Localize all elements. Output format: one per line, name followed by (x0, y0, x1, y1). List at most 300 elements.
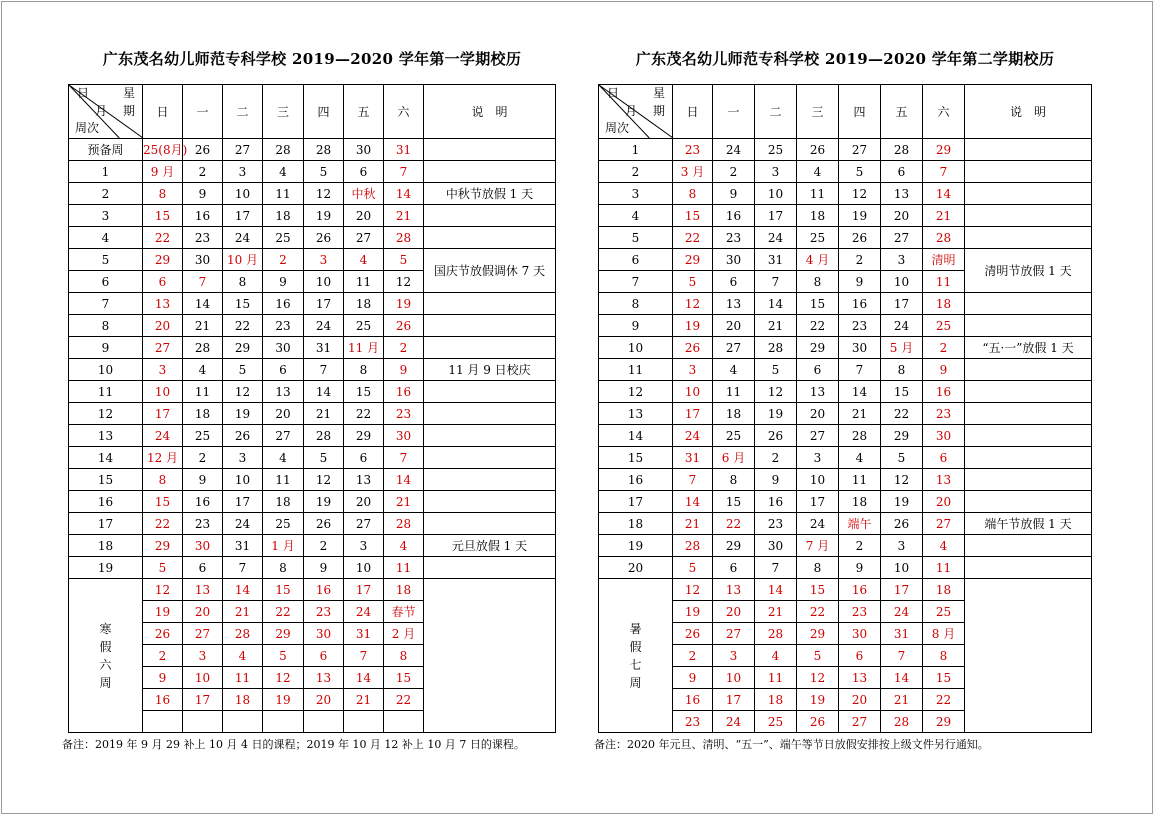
day-cell: 17 (304, 293, 344, 315)
day-cell: 29 (797, 337, 839, 359)
day-cell: 21 (673, 513, 713, 535)
day-cell: 8 (143, 183, 183, 205)
weekday-header: 四 (839, 85, 881, 139)
week-row (599, 359, 1092, 381)
week-row (599, 161, 1092, 183)
day-cell: 3 (755, 161, 797, 183)
week-number: 3 (69, 205, 143, 227)
week-row (69, 425, 556, 447)
vacation-day-cell: 17 (713, 689, 755, 711)
day-cell: 12 (881, 469, 923, 491)
day-cell: 30 (713, 249, 755, 271)
vacation-day-cell: 25 (923, 601, 965, 623)
day-cell: 1 月 (263, 535, 304, 557)
day-cell: 14 (384, 183, 424, 205)
week-number: 14 (599, 425, 673, 447)
day-cell: 19 (881, 491, 923, 513)
day-cell: 13 (344, 469, 384, 491)
week-row (69, 161, 556, 183)
day-cell: 2 (839, 249, 881, 271)
day-cell: 3 (797, 447, 839, 469)
day-cell: 18 (263, 205, 304, 227)
week-number: 8 (599, 293, 673, 315)
day-cell: 9 (263, 271, 304, 293)
day-cell: 16 (183, 205, 223, 227)
day-cell: 3 (673, 359, 713, 381)
note-cell (424, 469, 556, 491)
day-cell: 3 (223, 447, 263, 469)
corner-qi: 期 (653, 104, 666, 118)
day-cell: 27 (797, 425, 839, 447)
week-number: 9 (599, 315, 673, 337)
day-cell: 2 (304, 535, 344, 557)
note-cell (424, 447, 556, 469)
day-cell: 14 (384, 469, 424, 491)
day-cell: 4 (797, 161, 839, 183)
day-cell: 11 (797, 183, 839, 205)
day-cell: 5 月 (881, 337, 923, 359)
weekday-header: 日 (673, 85, 713, 139)
day-cell: 15 (143, 205, 183, 227)
day-cell: 7 (384, 161, 424, 183)
week-number: 12 (69, 403, 143, 425)
day-cell: 27 (881, 227, 923, 249)
day-cell: 29 (223, 337, 263, 359)
day-cell: 12 (304, 183, 344, 205)
week-row (599, 139, 1092, 161)
week-row (69, 337, 556, 359)
day-cell: 24 (223, 513, 263, 535)
week-number: 15 (69, 469, 143, 491)
day-cell: 22 (797, 315, 839, 337)
week-number: 5 (69, 249, 143, 271)
vacation-day-cell: 14 (223, 579, 263, 601)
day-cell: 19 (839, 205, 881, 227)
note-cell (424, 161, 556, 183)
day-cell: 2 (839, 535, 881, 557)
note-cell: “五·一”放假 1 天 (965, 337, 1092, 359)
day-cell: 17 (797, 491, 839, 513)
week-number: 预备周 (69, 139, 143, 161)
day-cell: 23 (923, 403, 965, 425)
vacation-day-cell: 21 (223, 601, 263, 623)
day-cell: 26 (881, 513, 923, 535)
day-cell: 24 (223, 227, 263, 249)
day-cell: 21 (923, 205, 965, 227)
day-cell: 22 (143, 513, 183, 535)
day-cell: 10 (344, 557, 384, 579)
day-cell: 25(8月) (143, 139, 183, 161)
corner-month: 月 (95, 104, 108, 118)
weekday-header: 五 (344, 85, 384, 139)
day-cell: 8 (797, 557, 839, 579)
day-cell: 27 (713, 337, 755, 359)
week-number: 12 (599, 381, 673, 403)
day-cell: 31 (384, 139, 424, 161)
vacation-day-cell: 17 (183, 689, 223, 711)
week-number: 13 (599, 403, 673, 425)
day-cell: 24 (673, 425, 713, 447)
day-cell: 28 (755, 337, 797, 359)
vacation-day-cell: 17 (344, 579, 384, 601)
day-cell: 25 (263, 227, 304, 249)
week-number: 4 (599, 205, 673, 227)
day-cell: 5 (304, 161, 344, 183)
day-cell: 18 (797, 205, 839, 227)
day-cell: 22 (223, 315, 263, 337)
weekday-header: 一 (183, 85, 223, 139)
day-cell: 7 (755, 271, 797, 293)
vacation-day-cell: 9 (673, 667, 713, 689)
note-cell (424, 381, 556, 403)
day-cell: 16 (263, 293, 304, 315)
day-cell: 26 (304, 513, 344, 535)
day-cell: 25 (263, 513, 304, 535)
week-number: 10 (599, 337, 673, 359)
day-cell: 18 (344, 293, 384, 315)
day-cell: 27 (344, 513, 384, 535)
week-row (599, 447, 1092, 469)
note-cell (424, 425, 556, 447)
corner-qi: 期 (123, 104, 136, 118)
day-cell: 15 (223, 293, 263, 315)
day-cell: 28 (304, 425, 344, 447)
vacation-label-cell (599, 579, 673, 733)
day-cell: 3 (304, 249, 344, 271)
vacation-day-cell: 12 (673, 579, 713, 601)
week-number: 19 (599, 535, 673, 557)
day-cell: 28 (673, 535, 713, 557)
day-cell: 8 (223, 271, 263, 293)
day-cell: 11 (344, 271, 384, 293)
vacation-day-cell: 10 (183, 667, 223, 689)
note-cell (965, 447, 1092, 469)
day-cell: 8 (263, 557, 304, 579)
vacation-day-cell: 春节 (384, 601, 424, 623)
week-row (69, 249, 556, 271)
day-cell: 24 (713, 139, 755, 161)
blank-cell (263, 711, 304, 733)
note-cell (424, 557, 556, 579)
note-cell (965, 315, 1092, 337)
day-cell: 30 (183, 249, 223, 271)
day-cell: 8 (344, 359, 384, 381)
right-remark: 备注：2020 年元旦、清明、“五一”、端午等节日放假安排按上级文件另行通知。 (594, 738, 989, 751)
vacation-day-cell: 27 (713, 623, 755, 645)
day-cell: 2 (183, 447, 223, 469)
day-cell: 23 (183, 513, 223, 535)
blank-cell (384, 711, 424, 733)
vacation-day-cell: 15 (384, 667, 424, 689)
day-cell: 3 (881, 249, 923, 271)
day-cell: 20 (263, 403, 304, 425)
header-corner-cell (69, 85, 143, 139)
day-cell: 23 (183, 227, 223, 249)
day-cell: 30 (263, 337, 304, 359)
day-cell: 中秋 (344, 183, 384, 205)
week-row (599, 403, 1092, 425)
vacation-day-cell: 19 (263, 689, 304, 711)
week-number: 7 (599, 271, 673, 293)
vacation-day-cell: 28 (755, 623, 797, 645)
vacation-day-cell: 11 (755, 667, 797, 689)
vacation-day-cell: 6 (304, 645, 344, 667)
note-cell (965, 205, 1092, 227)
day-cell: 15 (881, 381, 923, 403)
vacation-day-cell: 20 (713, 601, 755, 623)
vacation-day-cell: 13 (713, 579, 755, 601)
vacation-day-cell: 15 (263, 579, 304, 601)
day-cell: 28 (839, 425, 881, 447)
vacation-label: 暑假七周 (629, 621, 642, 690)
day-cell: 25 (923, 315, 965, 337)
day-cell: 6 (183, 557, 223, 579)
day-cell: 30 (839, 337, 881, 359)
day-cell: 7 (839, 359, 881, 381)
vacation-day-cell: 20 (839, 689, 881, 711)
day-cell: 25 (713, 425, 755, 447)
day-cell: 31 (673, 447, 713, 469)
vacation-day-cell: 15 (797, 579, 839, 601)
week-number: 11 (69, 381, 143, 403)
day-cell: 6 (344, 447, 384, 469)
day-cell: 19 (304, 205, 344, 227)
day-cell: 28 (304, 139, 344, 161)
day-cell: 20 (143, 315, 183, 337)
day-cell: 9 (183, 469, 223, 491)
week-number: 5 (599, 227, 673, 249)
day-cell: 28 (923, 227, 965, 249)
day-cell: 4 (839, 447, 881, 469)
week-row (69, 535, 556, 557)
day-cell: 20 (713, 315, 755, 337)
vacation-day-cell: 13 (183, 579, 223, 601)
day-cell: 26 (384, 315, 424, 337)
day-cell: 15 (713, 491, 755, 513)
vacation-day-cell: 21 (344, 689, 384, 711)
week-number: 9 (69, 337, 143, 359)
corner-xing: 星 (123, 86, 136, 100)
day-cell: 19 (755, 403, 797, 425)
weekday-header: 三 (797, 85, 839, 139)
day-cell: 端午 (839, 513, 881, 535)
vacation-day-cell: 29 (797, 623, 839, 645)
day-cell: 17 (755, 205, 797, 227)
day-cell: 30 (384, 425, 424, 447)
day-cell: 29 (881, 425, 923, 447)
day-cell: 22 (881, 403, 923, 425)
week-number: 16 (599, 469, 673, 491)
day-cell: 26 (304, 227, 344, 249)
vacation-day-cell: 18 (223, 689, 263, 711)
day-cell: 28 (263, 139, 304, 161)
day-cell: 8 (673, 183, 713, 205)
note-cell (965, 491, 1092, 513)
vacation-day-cell: 22 (384, 689, 424, 711)
week-number: 6 (69, 271, 143, 293)
vacation-day-cell: 14 (755, 579, 797, 601)
week-number: 3 (599, 183, 673, 205)
note-cell (965, 557, 1092, 579)
vacation-row (599, 579, 1092, 601)
day-cell: 24 (755, 227, 797, 249)
right-calendar-table (598, 84, 1092, 733)
day-cell: 10 (223, 183, 263, 205)
note-cell (965, 403, 1092, 425)
day-cell: 6 (713, 557, 755, 579)
day-cell: 12 (304, 469, 344, 491)
right-title: 广东茂名幼儿师范专科学校 2019—2020 学年第二学期校历 (635, 50, 1055, 68)
day-cell: 6 月 (713, 447, 755, 469)
day-cell: 19 (384, 293, 424, 315)
vacation-day-cell: 27 (839, 711, 881, 733)
day-cell: 4 (183, 359, 223, 381)
week-row (69, 315, 556, 337)
day-cell: 6 (263, 359, 304, 381)
day-cell: 6 (143, 271, 183, 293)
week-row (599, 293, 1092, 315)
day-cell: 29 (673, 249, 713, 271)
day-cell: 20 (881, 205, 923, 227)
day-cell: 4 (263, 447, 304, 469)
week-row (69, 293, 556, 315)
weekday-header: 日 (143, 85, 183, 139)
vacation-day-cell: 2 月 (384, 623, 424, 645)
day-cell: 31 (755, 249, 797, 271)
day-cell: 27 (143, 337, 183, 359)
note-cell (965, 535, 1092, 557)
day-cell: 18 (183, 403, 223, 425)
day-cell: 6 (344, 161, 384, 183)
corner-week: 周次 (605, 121, 630, 135)
day-cell: 15 (673, 205, 713, 227)
week-row (599, 535, 1092, 557)
day-cell: 10 (797, 469, 839, 491)
day-cell: 5 (839, 161, 881, 183)
day-cell: 18 (839, 491, 881, 513)
note-cell (965, 469, 1092, 491)
day-cell: 21 (384, 491, 424, 513)
day-cell: 17 (881, 293, 923, 315)
day-cell: 21 (839, 403, 881, 425)
day-cell: 7 (183, 271, 223, 293)
header-corner-cell (599, 85, 673, 139)
note-cell (965, 139, 1092, 161)
day-cell: 29 (923, 139, 965, 161)
week-row (69, 139, 556, 161)
week-number: 1 (69, 161, 143, 183)
day-cell: 2 (263, 249, 304, 271)
day-cell: 10 (673, 381, 713, 403)
day-cell: 20 (344, 491, 384, 513)
day-cell: 23 (263, 315, 304, 337)
day-cell: 21 (183, 315, 223, 337)
vacation-day-cell: 16 (839, 579, 881, 601)
day-cell: 12 (839, 183, 881, 205)
day-cell: 8 (143, 469, 183, 491)
vacation-day-cell: 8 月 (923, 623, 965, 645)
blank-cell (183, 711, 223, 733)
note-header: 说 明 (965, 85, 1092, 139)
day-cell: 24 (143, 425, 183, 447)
day-cell: 12 月 (143, 447, 183, 469)
day-cell: 13 (881, 183, 923, 205)
week-row (69, 381, 556, 403)
note-cell: 国庆节放假调休 7 天 (424, 249, 556, 293)
day-cell: 26 (223, 425, 263, 447)
day-cell: 5 (881, 447, 923, 469)
day-cell: 10 (881, 271, 923, 293)
day-cell: 24 (304, 315, 344, 337)
day-cell: 12 (755, 381, 797, 403)
day-cell: 21 (755, 315, 797, 337)
corner-week: 周次 (75, 121, 100, 135)
vacation-day-cell: 16 (673, 689, 713, 711)
day-cell: 7 (673, 469, 713, 491)
day-cell: 29 (143, 249, 183, 271)
day-cell: 30 (755, 535, 797, 557)
day-cell: 22 (673, 227, 713, 249)
week-number: 13 (69, 425, 143, 447)
week-number: 7 (69, 293, 143, 315)
week-number: 10 (69, 359, 143, 381)
day-cell: 10 (143, 381, 183, 403)
day-cell: 11 (713, 381, 755, 403)
day-cell: 19 (304, 491, 344, 513)
week-number: 2 (69, 183, 143, 205)
week-row (69, 205, 556, 227)
corner-day: 日 (607, 86, 620, 100)
day-cell: 11 (923, 557, 965, 579)
vacation-day-cell: 23 (839, 601, 881, 623)
day-cell: 27 (263, 425, 304, 447)
day-cell: 18 (923, 293, 965, 315)
left-remark: 备注：2019 年 9 月 29 补上 10 月 4 日的课程；2019 年 10 月 12 补上 10 月 7 日的课程。 (62, 738, 525, 751)
day-cell: 22 (143, 227, 183, 249)
vacation-day-cell: 25 (755, 711, 797, 733)
weekday-header: 五 (881, 85, 923, 139)
vacation-day-cell: 13 (839, 667, 881, 689)
day-cell: 9 (384, 359, 424, 381)
day-cell: 10 (223, 469, 263, 491)
vacation-day-cell: 29 (263, 623, 304, 645)
day-cell: 24 (881, 315, 923, 337)
day-cell: 3 (344, 535, 384, 557)
vacation-day-cell: 6 (839, 645, 881, 667)
vacation-day-cell: 4 (755, 645, 797, 667)
corner-xing: 星 (653, 86, 666, 100)
week-row (599, 469, 1092, 491)
day-cell: 6 (923, 447, 965, 469)
day-cell: 20 (923, 491, 965, 513)
vacation-day-cell: 24 (344, 601, 384, 623)
week-number: 6 (599, 249, 673, 271)
day-cell: 21 (304, 403, 344, 425)
day-cell: 14 (923, 183, 965, 205)
day-cell: 26 (673, 337, 713, 359)
vacation-day-cell: 13 (304, 667, 344, 689)
day-cell: 2 (384, 337, 424, 359)
week-number: 16 (69, 491, 143, 513)
day-cell: 29 (713, 535, 755, 557)
day-cell: 25 (797, 227, 839, 249)
weekday-header: 六 (384, 85, 424, 139)
vacation-day-cell: 2 (143, 645, 183, 667)
day-cell: 28 (881, 139, 923, 161)
day-cell: 9 (755, 469, 797, 491)
day-cell: 26 (797, 139, 839, 161)
weekday-header: 一 (713, 85, 755, 139)
